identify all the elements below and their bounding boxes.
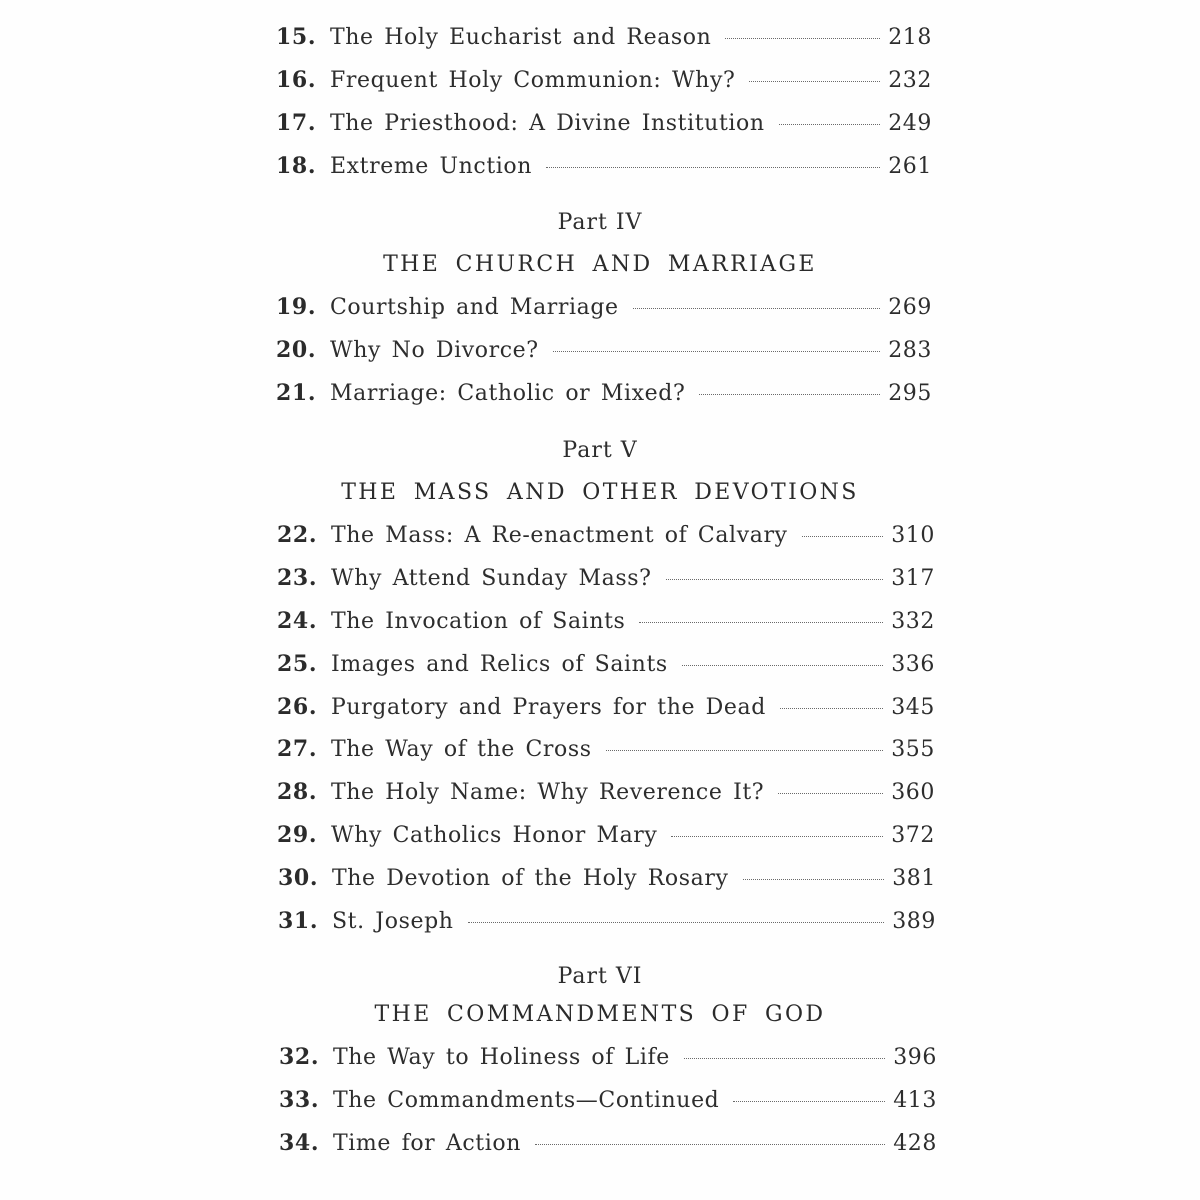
dot-leader	[606, 750, 884, 751]
entry-number: 17.	[276, 110, 317, 136]
entry-number: 27.	[277, 736, 318, 762]
entry-title: The Commandments—Continued	[333, 1088, 720, 1113]
part-title: THE MASS AND OTHER DEVOTIONS	[341, 480, 859, 505]
entry-number: 28.	[277, 779, 318, 805]
entry-title: The Devotion of the Holy Rosary	[332, 866, 729, 891]
toc-entry	[278, 865, 936, 899]
entry-title: Courtship and Marriage	[330, 295, 619, 320]
entry-number: 23.	[277, 565, 318, 591]
entry-number: 33.	[279, 1087, 320, 1113]
toc-entry	[276, 153, 932, 187]
entry-title: St. Joseph	[332, 909, 454, 934]
toc-entry	[276, 337, 932, 371]
entry-number: 19.	[276, 294, 317, 320]
entry-number: 29.	[277, 822, 318, 848]
toc-entry	[277, 779, 935, 813]
dot-leader	[468, 922, 885, 923]
entry-title: Purgatory and Prayers for the Dead	[331, 695, 766, 720]
dot-leader	[780, 708, 883, 709]
entry-title: Images and Relics of Saints	[331, 652, 668, 677]
entry-page-number: 269	[888, 295, 932, 320]
dot-leader	[671, 836, 883, 837]
dot-leader	[725, 38, 880, 39]
entry-page-number: 360	[891, 780, 935, 805]
entry-page-number: 249	[888, 111, 932, 136]
dot-leader	[749, 81, 880, 82]
entry-number: 15.	[276, 24, 317, 50]
entry-title: Frequent Holy Communion: Why?	[330, 68, 736, 93]
entry-title: The Way of the Cross	[331, 737, 592, 762]
dot-leader	[778, 793, 883, 794]
entry-number: 26.	[277, 694, 318, 720]
entry-number: 31.	[278, 908, 319, 934]
dot-leader	[666, 579, 884, 580]
entry-page-number: 396	[893, 1045, 937, 1070]
entry-page-number: 261	[888, 154, 932, 179]
toc-entry	[278, 908, 936, 942]
toc-entry	[277, 822, 935, 856]
entry-title: The Holy Name: Why Reverence It?	[331, 780, 765, 805]
entry-number: 32.	[279, 1044, 320, 1070]
dot-leader	[639, 622, 883, 623]
toc-entry	[279, 1130, 937, 1164]
entry-title: Why Catholics Honor Mary	[331, 823, 658, 848]
entry-number: 18.	[276, 153, 317, 179]
toc-entry	[279, 1087, 937, 1121]
entry-title: Why Attend Sunday Mass?	[331, 566, 652, 591]
entry-number: 30.	[278, 865, 319, 891]
part-label: Part V	[562, 438, 638, 463]
entry-title: Marriage: Catholic or Mixed?	[330, 381, 686, 406]
dot-leader	[733, 1101, 885, 1102]
entry-page-number: 332	[891, 609, 935, 634]
entry-title: The Mass: A Re-enactment of Calvary	[331, 523, 788, 548]
toc-entry	[276, 110, 932, 144]
toc-entry	[277, 565, 935, 599]
dot-leader	[684, 1058, 885, 1059]
dot-leader	[546, 167, 880, 168]
entry-title: Extreme Unction	[330, 154, 533, 179]
dot-leader	[743, 879, 885, 880]
dot-leader	[802, 536, 884, 537]
entry-number: 24.	[277, 608, 318, 634]
part-title: THE COMMANDMENTS OF GOD	[374, 1002, 826, 1027]
entry-page-number: 355	[891, 737, 935, 762]
toc-entry	[277, 651, 935, 685]
entry-title: Why No Divorce?	[330, 338, 539, 363]
entry-page-number: 317	[891, 566, 935, 591]
entry-page-number: 372	[891, 823, 935, 848]
dot-leader	[779, 124, 881, 125]
entry-number: 21.	[276, 380, 317, 406]
part-title: THE CHURCH AND MARRIAGE	[383, 252, 817, 277]
entry-title: The Priesthood: A Divine Institution	[330, 111, 765, 136]
entry-number: 22.	[277, 522, 318, 548]
entry-title: The Holy Eucharist and Reason	[330, 25, 712, 50]
entry-page-number: 413	[893, 1088, 937, 1113]
entry-page-number: 389	[892, 909, 936, 934]
toc-entry	[279, 1044, 937, 1078]
entry-title: The Invocation of Saints	[331, 609, 626, 634]
entry-page-number: 295	[888, 381, 932, 406]
entry-number: 34.	[279, 1130, 320, 1156]
part-label: Part IV	[557, 210, 643, 235]
entry-page-number: 232	[888, 68, 932, 93]
entry-title: The Way to Holiness of Life	[333, 1045, 670, 1070]
dot-leader	[699, 394, 880, 395]
toc-entry	[277, 694, 935, 728]
dot-leader	[535, 1144, 885, 1145]
entry-number: 16.	[276, 67, 317, 93]
entry-page-number: 428	[893, 1131, 937, 1156]
toc-entry	[277, 608, 935, 642]
entry-page-number: 283	[888, 338, 932, 363]
entry-number: 25.	[277, 651, 318, 677]
dot-leader	[682, 665, 883, 666]
toc-entry	[277, 736, 935, 770]
toc-entry	[276, 24, 932, 58]
entry-page-number: 381	[892, 866, 936, 891]
toc-entry	[277, 522, 935, 556]
entry-title: Time for Action	[333, 1131, 521, 1156]
toc-entry	[276, 294, 932, 328]
dot-leader	[633, 308, 881, 309]
entry-page-number: 336	[891, 652, 935, 677]
entry-page-number: 218	[888, 25, 932, 50]
toc-entry	[276, 67, 932, 101]
dot-leader	[553, 351, 881, 352]
part-label: Part VI	[557, 964, 643, 989]
toc-entry	[276, 380, 932, 414]
entry-number: 20.	[276, 337, 317, 363]
entry-page-number: 345	[891, 695, 935, 720]
entry-page-number: 310	[891, 523, 935, 548]
